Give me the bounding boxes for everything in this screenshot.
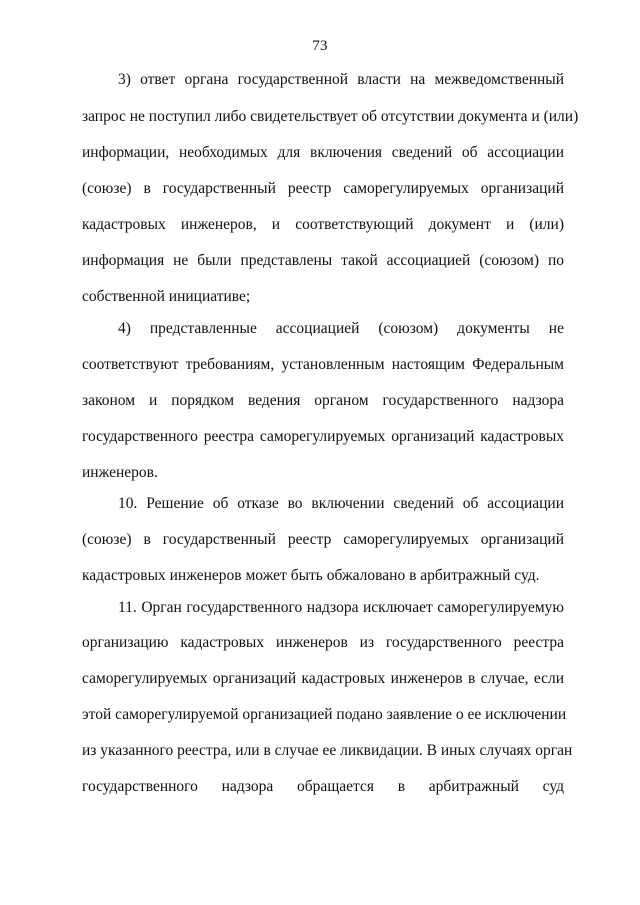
text-line: законом и порядком ведения органом государственного надзора [82, 392, 564, 409]
text-line: саморегулируемых организаций кадастровых инженеров в случае, если [82, 670, 564, 687]
text-line: государственного реестра саморегулируемых организаций кадастровых [82, 428, 564, 445]
text-line: (союзе) в государственный реестр саморегулируемых организаций [82, 531, 564, 548]
text-line: запрос не поступил либо свидетельствует об отсутствии документа и (или) [82, 108, 579, 125]
text-line: кадастровых инженеров, и соответствующий документ и (или) [82, 216, 564, 233]
text-line: 4) представленные ассоциацией (союзом) документы не [118, 320, 564, 337]
page-number: 73 [312, 38, 328, 54]
text-line: этой саморегулируемой организацией подано заявление о ее исключении [82, 706, 567, 723]
text-line: организацию кадастровых инженеров из государственного реестра [82, 634, 564, 651]
text-line: соответствуют требованиям, установленным настоящим Федеральным [82, 356, 564, 373]
text-line: государственного надзора обращается в арбитражный суд [82, 778, 564, 795]
text-line: из указанного реестра, или в случае ее ликвидации. В иных случаях орган [82, 742, 573, 759]
text-line: кадастровых инженеров может быть обжаловано в арбитражный суд. [82, 567, 540, 584]
text-line: информация не были представлены такой ассоциацией (союзом) по [82, 252, 564, 269]
text-line: инженеров. [82, 464, 158, 481]
text-line: информации, необходимых для включения сведений об ассоциации [82, 144, 564, 161]
text-line: 11. Орган государственного надзора исключает саморегулируемую [118, 599, 564, 616]
text-line: собственной инициативе; [82, 288, 251, 305]
text-line: 10. Решение об отказе во включении сведений об ассоциации [118, 495, 564, 512]
text-line: (союзе) в государственный реестр саморегулируемых организаций [82, 180, 564, 197]
text-line: 3) ответ органа государственной власти на межведомственный [118, 71, 564, 88]
